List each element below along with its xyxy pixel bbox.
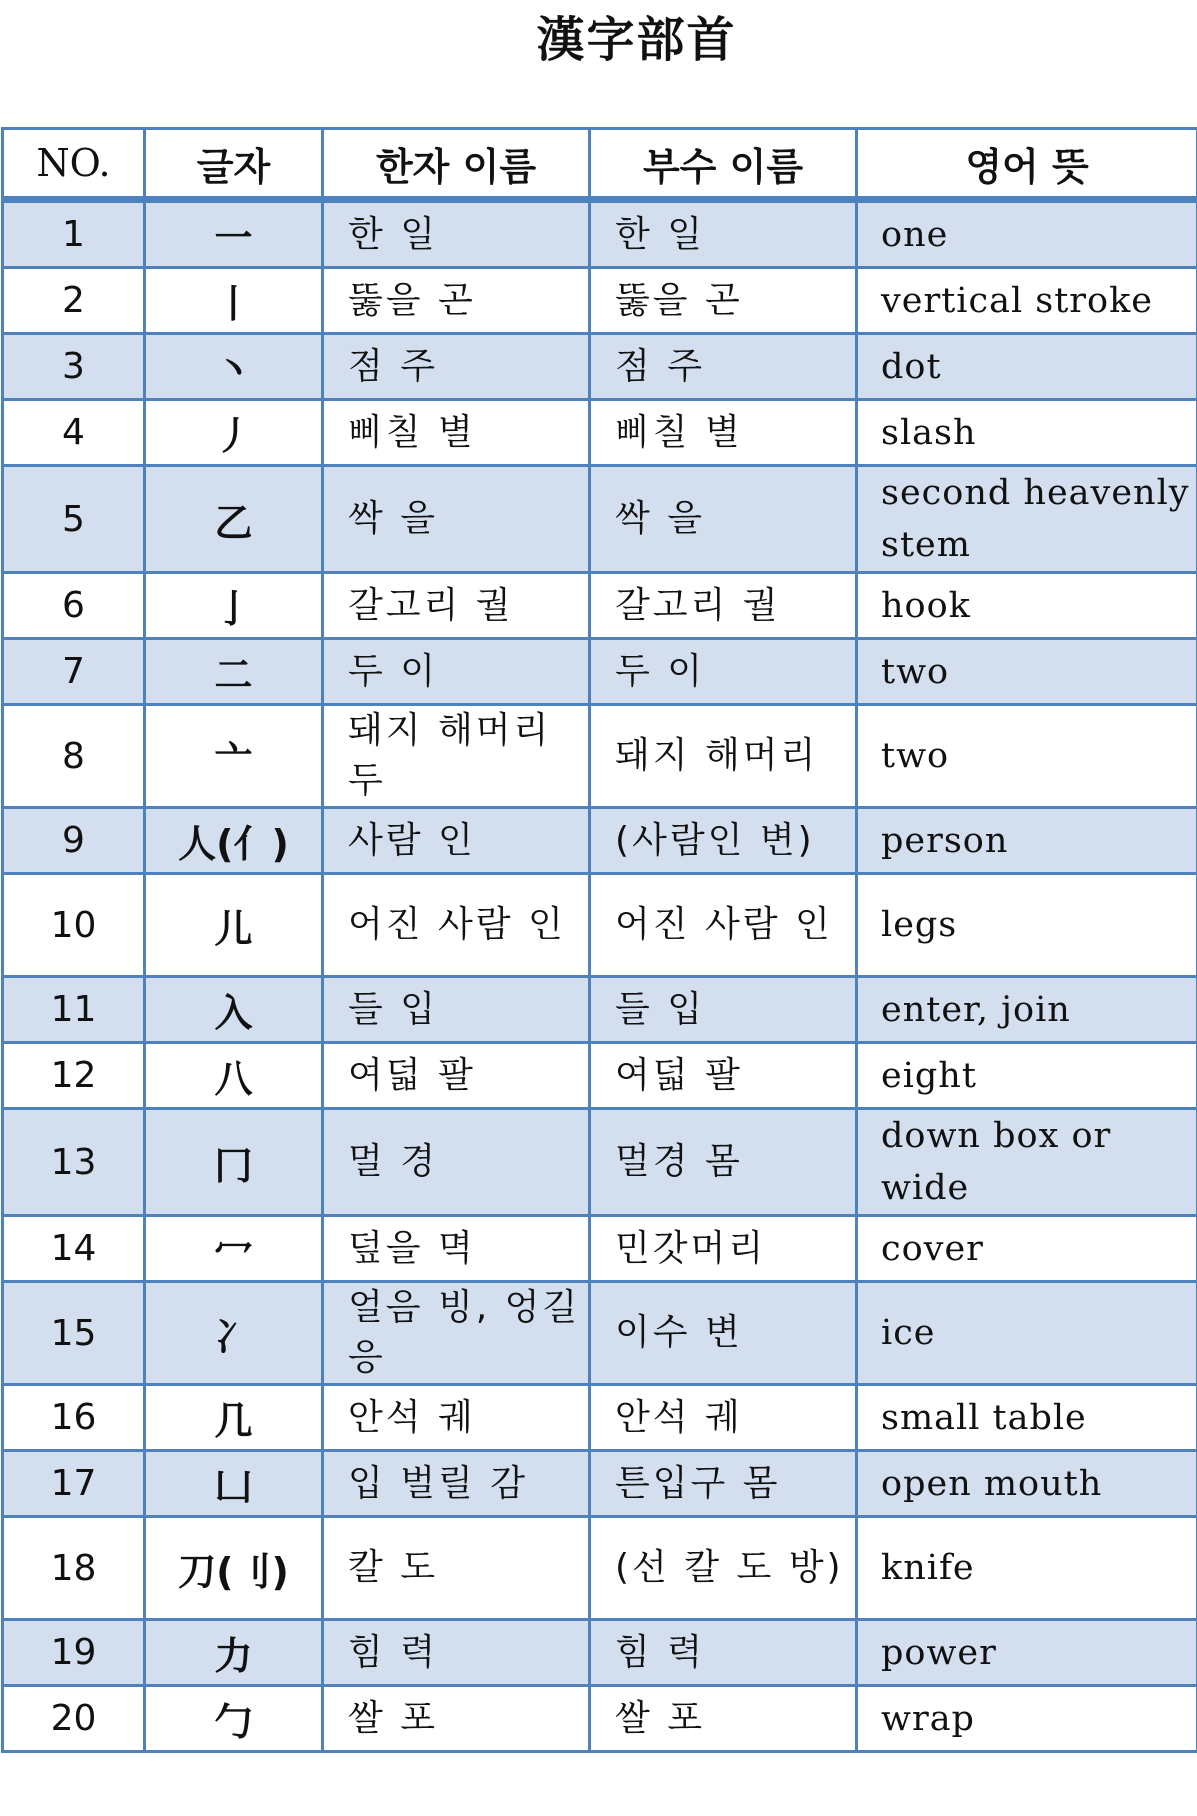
row-no: 4 — [3, 400, 145, 466]
table-row — [3, 1216, 1197, 1282]
row-radical-name: 어진 사람 인 — [590, 874, 857, 977]
row-char: 冖 — [145, 1216, 323, 1282]
row-no: 14 — [3, 1216, 145, 1282]
row-char: 凵 — [145, 1451, 323, 1517]
row-char: 儿 — [145, 874, 323, 977]
row-no: 18 — [3, 1517, 145, 1620]
row-no: 2 — [3, 268, 145, 334]
row-hanja-name: 점 주 — [323, 334, 590, 400]
row-hanja-name: 갈고리 궐 — [323, 573, 590, 639]
table-row — [3, 808, 1197, 874]
row-radical-name: (선 칼 도 방) — [590, 1517, 857, 1620]
row-no: 13 — [3, 1109, 145, 1216]
row-hanja-name: 싹 을 — [323, 466, 590, 573]
row-english: vertical stroke — [857, 268, 1197, 334]
table-row — [3, 1282, 1197, 1385]
table-row — [3, 200, 1197, 268]
row-english: slash — [857, 400, 1197, 466]
row-hanja-name: 힘 력 — [323, 1620, 590, 1686]
row-radical-name: 돼지 해머리 — [590, 705, 857, 808]
row-english: second heavenly stem — [857, 466, 1197, 573]
row-english: down box or wide — [857, 1109, 1197, 1216]
table-row — [3, 977, 1197, 1043]
row-hanja-name: 뚫을 곤 — [323, 268, 590, 334]
row-english: knife — [857, 1517, 1197, 1620]
row-radical-name: 이수 변 — [590, 1282, 857, 1385]
table-row — [3, 1043, 1197, 1109]
table-row — [3, 1109, 1197, 1216]
row-radical-name: 갈고리 궐 — [590, 573, 857, 639]
row-no: 1 — [3, 200, 145, 268]
row-radical-name: 쌀 포 — [590, 1686, 857, 1752]
row-no: 3 — [3, 334, 145, 400]
row-radical-name: 민갓머리 — [590, 1216, 857, 1282]
table-row — [3, 1686, 1197, 1752]
row-no: 20 — [3, 1686, 145, 1752]
row-english: two — [857, 639, 1197, 705]
header-row — [3, 129, 1197, 200]
row-no: 9 — [3, 808, 145, 874]
row-radical-name: 들 입 — [590, 977, 857, 1043]
row-no: 8 — [3, 705, 145, 808]
row-english: two — [857, 705, 1197, 808]
row-hanja-name: 한 일 — [323, 200, 590, 268]
row-english: wrap — [857, 1686, 1197, 1752]
table-row — [3, 573, 1197, 639]
table-row — [3, 466, 1197, 573]
row-english: ice — [857, 1282, 1197, 1385]
table-row — [3, 639, 1197, 705]
row-char: 二 — [145, 639, 323, 705]
row-char: 刀(刂) — [145, 1517, 323, 1620]
table-row — [3, 874, 1197, 977]
row-char: 几 — [145, 1385, 323, 1451]
row-hanja-name: 사람 인 — [323, 808, 590, 874]
row-radical-name: 한 일 — [590, 200, 857, 268]
header-hanja-name: 한자 이름 — [323, 129, 590, 200]
page-title: 漢字部首 — [536, 12, 737, 68]
row-radical-name: 두 이 — [590, 639, 857, 705]
row-english: power — [857, 1620, 1197, 1686]
table-row — [3, 705, 1197, 808]
row-char: 八 — [145, 1043, 323, 1109]
row-no: 10 — [3, 874, 145, 977]
row-english: open mouth — [857, 1451, 1197, 1517]
row-english: enter, join — [857, 977, 1197, 1043]
table-row — [3, 400, 1197, 466]
row-hanja-name: 삐칠 별 — [323, 400, 590, 466]
radicals-table — [1, 127, 1197, 1753]
row-char: 亠 — [145, 705, 323, 808]
row-char: 亅 — [145, 573, 323, 639]
row-radical-name: 안석 궤 — [590, 1385, 857, 1451]
row-no: 16 — [3, 1385, 145, 1451]
table-header — [3, 129, 1197, 200]
row-no: 5 — [3, 466, 145, 573]
row-no: 19 — [3, 1620, 145, 1686]
row-char: 丨 — [145, 268, 323, 334]
row-no: 7 — [3, 639, 145, 705]
row-char: 人(亻) — [145, 808, 323, 874]
row-radical-name: 뚫을 곤 — [590, 268, 857, 334]
row-char: 丶 — [145, 334, 323, 400]
table-row — [3, 334, 1197, 400]
table-row — [3, 1385, 1197, 1451]
row-hanja-name: 들 입 — [323, 977, 590, 1043]
row-char: 力 — [145, 1620, 323, 1686]
row-english: eight — [857, 1043, 1197, 1109]
row-hanja-name: 어진 사람 인 — [323, 874, 590, 977]
row-english: dot — [857, 334, 1197, 400]
header-char: 글자 — [145, 129, 323, 200]
row-no: 11 — [3, 977, 145, 1043]
row-char: 冂 — [145, 1109, 323, 1216]
row-no: 17 — [3, 1451, 145, 1517]
table-body — [3, 200, 1197, 1752]
row-radical-name: 점 주 — [590, 334, 857, 400]
row-no: 12 — [3, 1043, 145, 1109]
row-hanja-name: 여덟 팔 — [323, 1043, 590, 1109]
row-english: person — [857, 808, 1197, 874]
table-row — [3, 1451, 1197, 1517]
header-radical-name: 부수 이름 — [590, 129, 857, 200]
row-english: legs — [857, 874, 1197, 977]
row-radical-name: 여덟 팔 — [590, 1043, 857, 1109]
row-char: 入 — [145, 977, 323, 1043]
header-no: NO. — [3, 129, 145, 200]
row-radical-name: 삐칠 별 — [590, 400, 857, 466]
row-hanja-name: 쌀 포 — [323, 1686, 590, 1752]
row-hanja-name: 입 벌릴 감 — [323, 1451, 590, 1517]
row-no: 6 — [3, 573, 145, 639]
row-hanja-name: 안석 궤 — [323, 1385, 590, 1451]
row-english: small table — [857, 1385, 1197, 1451]
row-radical-name: 튼입구 몸 — [590, 1451, 857, 1517]
row-hanja-name: 덮을 멱 — [323, 1216, 590, 1282]
row-char: 一 — [145, 200, 323, 268]
row-hanja-name: 두 이 — [323, 639, 590, 705]
table-row — [3, 1620, 1197, 1686]
table-row — [3, 268, 1197, 334]
row-hanja-name: 멀 경 — [323, 1109, 590, 1216]
header-english: 영어 뜻 — [857, 129, 1197, 200]
row-no: 15 — [3, 1282, 145, 1385]
table-row — [3, 1517, 1197, 1620]
row-radical-name: (사람인 변) — [590, 808, 857, 874]
row-char: 乙 — [145, 466, 323, 573]
row-english: one — [857, 200, 1197, 268]
row-english: cover — [857, 1216, 1197, 1282]
row-radical-name: 멀경 몸 — [590, 1109, 857, 1216]
row-hanja-name: 칼 도 — [323, 1517, 590, 1620]
row-char: 冫 — [145, 1282, 323, 1385]
row-char: 丿 — [145, 400, 323, 466]
row-english: hook — [857, 573, 1197, 639]
row-char: 勹 — [145, 1686, 323, 1752]
row-hanja-name: 얼음 빙, 엉길 응 — [323, 1282, 590, 1385]
row-radical-name: 힘 력 — [590, 1620, 857, 1686]
row-radical-name: 싹 을 — [590, 466, 857, 573]
row-hanja-name: 돼지 해머리 두 — [323, 705, 590, 808]
